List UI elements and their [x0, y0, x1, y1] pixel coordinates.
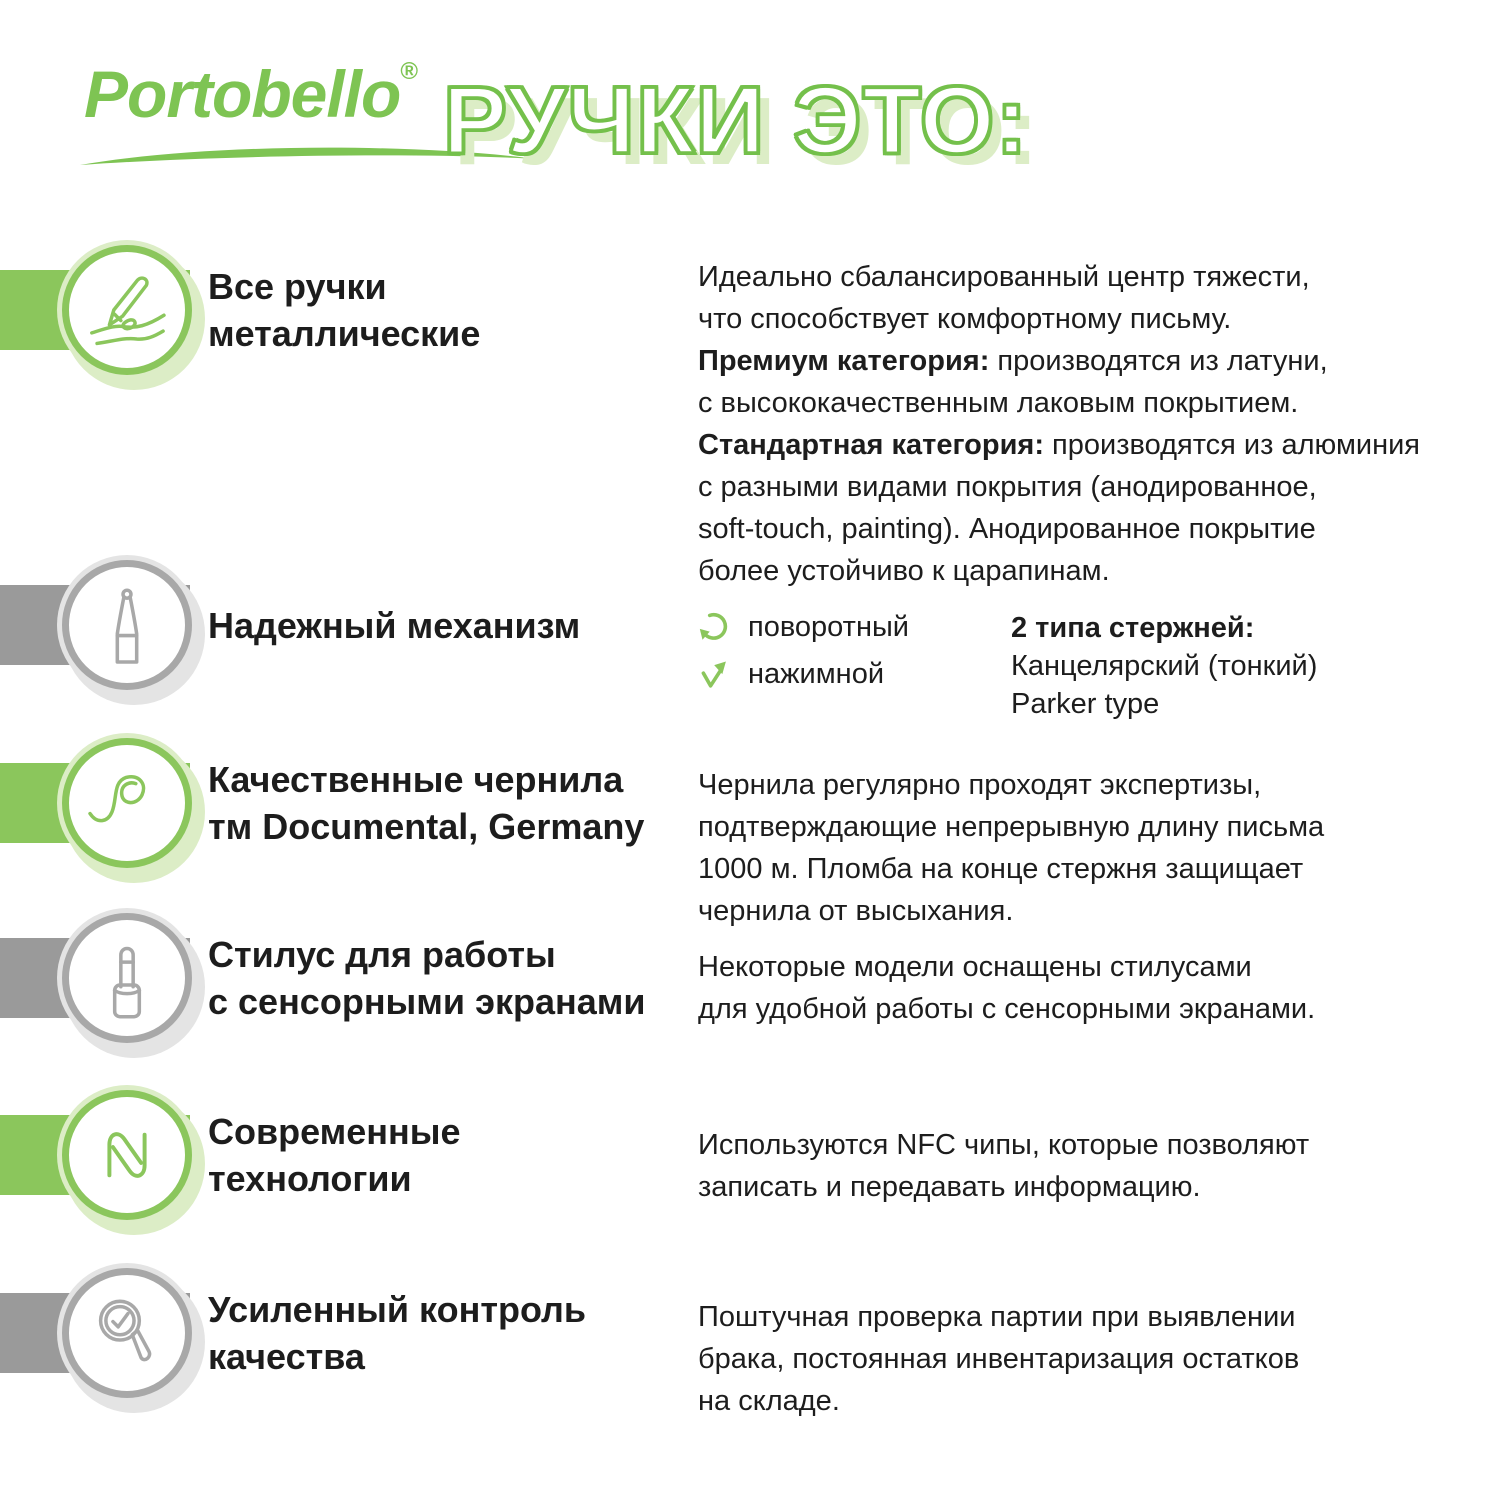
feature-title-line: металлические [208, 313, 481, 354]
description-line: Некоторые модели оснащены стилусами [698, 951, 1252, 983]
description-line: для удобной работы с сенсорными экранами. [698, 993, 1316, 1025]
feature-description [698, 1296, 1468, 1422]
nfc-icon [83, 1111, 171, 1199]
feature-title-line: Качественные чернила [208, 759, 624, 800]
description-line: Чернила регулярно проходят экспертизы, [698, 769, 1262, 801]
description-line: Премиум категория: производятся из латуни, [698, 345, 1328, 377]
pen-tip-icon [83, 581, 171, 669]
feature-description [698, 256, 1468, 592]
mechanism-options [698, 604, 1468, 720]
feature-badge [62, 738, 192, 868]
feature-title [208, 921, 708, 1035]
refill-type-item: Parker type [1011, 688, 1160, 720]
refill-types-heading: 2 типа стержней: [1011, 612, 1255, 644]
feature-title-line: качества [208, 1336, 365, 1377]
refill-type-item: Канцелярский (тонкий) [1011, 650, 1318, 682]
feature-title [208, 746, 708, 860]
description-line: Стандартная категория: производятся из алюминия [698, 429, 1421, 461]
ink-squiggle-icon [83, 759, 171, 847]
description-line: с высококачественным лаковым покрытием. [698, 387, 1299, 419]
feature-title-line: Надежный механизм [208, 604, 581, 646]
feature-title-line: Все ручки [208, 266, 387, 307]
description-line: более устойчиво к царапинам. [698, 555, 1110, 587]
feature-badge [62, 560, 192, 690]
feature-description [698, 764, 1468, 932]
push-arrow-icon [698, 657, 734, 693]
description-line: soft-touch, painting). Анодированное покрытие [698, 513, 1316, 545]
feature-title [208, 1276, 708, 1390]
logo-text: Portobello [84, 57, 401, 131]
feature-title-line: технологии [208, 1158, 412, 1199]
description-line: что способствует комфортному письму. [698, 303, 1232, 335]
description-line: на складе. [698, 1385, 840, 1417]
quality-check-icon [83, 1289, 171, 1377]
feature-description [698, 1124, 1468, 1208]
feature-title-line: тм Documental, Germany [208, 806, 645, 847]
feature-badge [62, 1090, 192, 1220]
description-line: Поштучная проверка партии при выявлении [698, 1301, 1296, 1333]
registered-trademark-icon: ® [400, 58, 419, 85]
feature-title [208, 568, 708, 682]
feature-badge [62, 1268, 192, 1398]
feature-badge [62, 913, 192, 1043]
description-line: брака, постоянная инвентаризация остатков [698, 1343, 1300, 1375]
feature-title-line: Усиленный контроль [208, 1289, 587, 1330]
feature-badge [62, 245, 192, 375]
refill-types [1011, 609, 1317, 723]
stylus-icon [83, 934, 171, 1022]
page-title: РУЧКИ ЭТО: [443, 67, 1029, 174]
mechanism-label: нажимной [748, 658, 885, 690]
description-line: 1000 м. Пломба на конце стержня защищает [698, 853, 1304, 885]
description-line: подтверждающие непрерывную длину письма [698, 811, 1325, 843]
feature-title-line: с сенсорными экранами [208, 981, 646, 1022]
mechanism-label: поворотный [748, 611, 910, 643]
rotate-arrow-icon [698, 610, 734, 646]
description-line: Используются NFC чипы, которые позволяют [698, 1129, 1310, 1161]
feature-title [208, 253, 708, 367]
feature-title-line: Современные [208, 1111, 461, 1152]
description-line: с разными видами покрытия (анодированное, [698, 471, 1317, 503]
feature-title [208, 1098, 708, 1212]
feature-title-line: Стилус для работы [208, 934, 556, 975]
description-line: записать и передавать информацию. [698, 1171, 1201, 1203]
description-line: Идеально сбалансированный центр тяжести, [698, 261, 1310, 293]
feature-description [698, 946, 1468, 1030]
pen-writing-icon [83, 266, 171, 354]
description-line: чернила от высыхания. [698, 895, 1014, 927]
